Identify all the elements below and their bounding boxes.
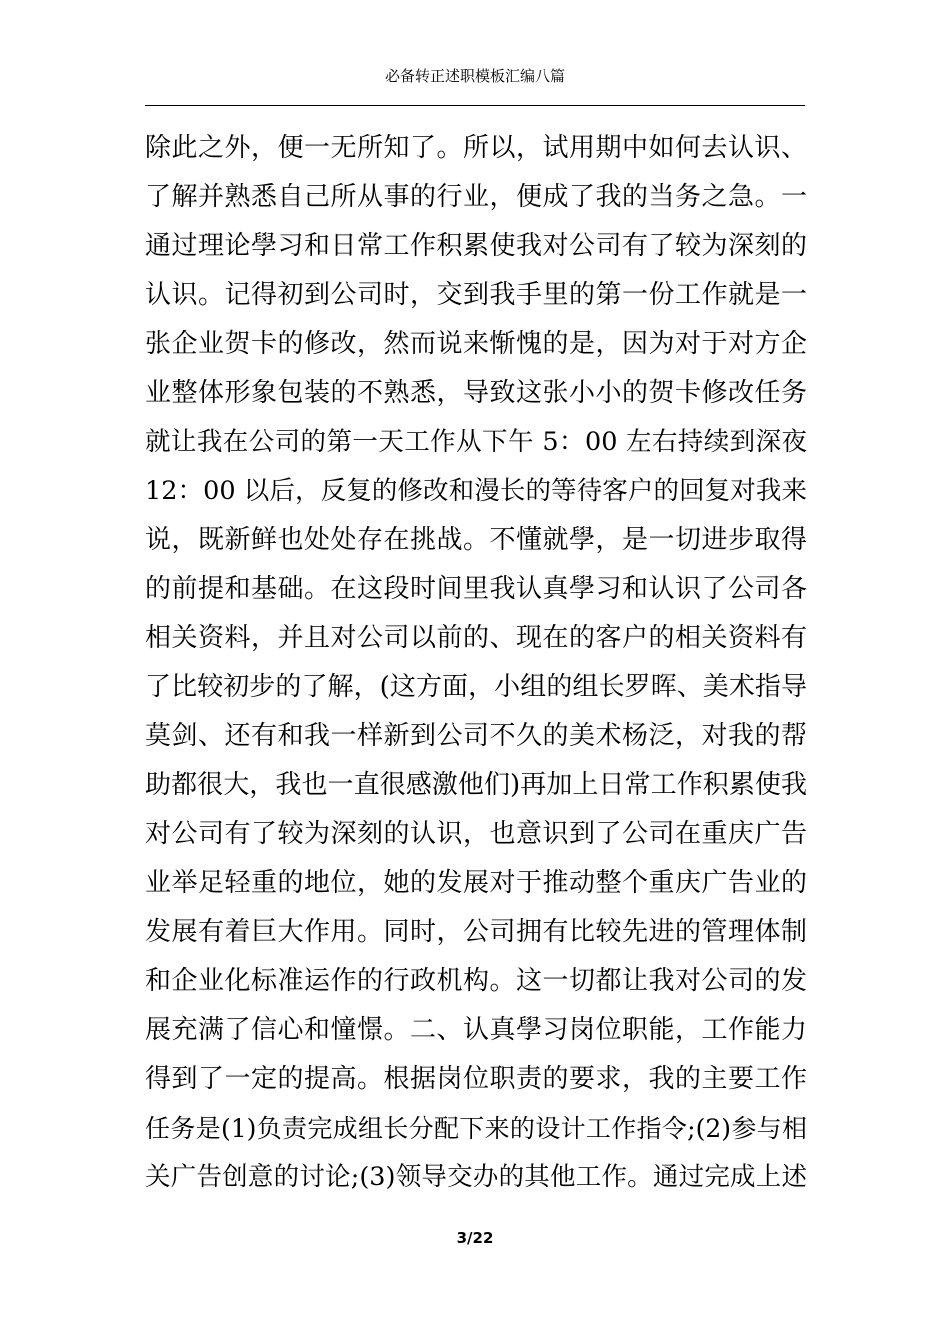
text-line: 莫剑、还有和我一样新到公司不久的美术杨泛，对我的帮 [145, 721, 807, 751]
text-line: 通过理论學习和日常工作积累使我对公司有了较为深刻的 [145, 231, 807, 261]
page-header-title: 必备转正述职模板汇编八篇 [384, 67, 565, 85]
text-line: 助都很大，我也一直很感激他们)再加上日常工作积累使我 [145, 770, 807, 800]
text-line: 的前提和基础。在这段时间里我认真學习和认识了公司各 [145, 574, 807, 604]
text-line: 关广告创意的讨论;(3)领导交办的其他工作。通过完成上述 [145, 1162, 807, 1192]
header-divider [145, 105, 805, 106]
text-line: 就让我在公司的第一天工作从下午 5：00 左右持续到深夜 [145, 427, 807, 457]
text-line: 对公司有了较为深刻的认识，也意识到了公司在重庆广告 [145, 819, 807, 849]
page-number: 3/22 [456, 1229, 494, 1247]
text-line: 和企业化标准运作的行政机构。这一切都让我对公司的发 [145, 966, 807, 996]
text-line: 了解并熟悉自己所从事的行业，便成了我的当务之急。一 [145, 182, 807, 212]
text-line: 相关资料，并且对公司以前的、现在的客户的相关资料有 [145, 623, 807, 653]
text-line: 任务是(1)负责完成组长分配下来的设计工作指令;(2)参与相 [145, 1114, 807, 1143]
text-line: 业整体形象包装的不熟悉，导致这张小小的贺卡修改任务 [145, 378, 807, 408]
text-line: 业举足轻重的地位，她的发展对于推动整个重庆广告业的 [145, 868, 807, 898]
text-line: 了比较初步的了解，(这方面，小组的组长罗晖、美术指导 [145, 672, 807, 702]
text-line: 得到了一定的提高。根据岗位职责的要求，我的主要工作 [145, 1064, 807, 1094]
text-line: 认识。记得初到公司时，交到我手里的第一份工作就是一 [145, 280, 807, 310]
text-line: 12：00 以后，反复的修改和漫长的等待客户的回复对我来 [145, 476, 807, 506]
body-text [145, 124, 807, 1202]
text-line: 展充满了信心和憧憬。二、认真學习岗位职能，工作能力 [145, 1015, 807, 1045]
text-line: 张企业贺卡的修改，然而说来惭愧的是，因为对于对方企 [145, 329, 807, 359]
text-line: 发展有着巨大作用。同时，公司拥有比较先进的管理体制 [145, 917, 807, 947]
text-line: 说，既新鲜也处处存在挑战。不懂就學，是一切进步取得 [145, 525, 807, 555]
text-line: 除此之外，便一无所知了。所以，试用期中如何去认识、 [145, 133, 807, 163]
